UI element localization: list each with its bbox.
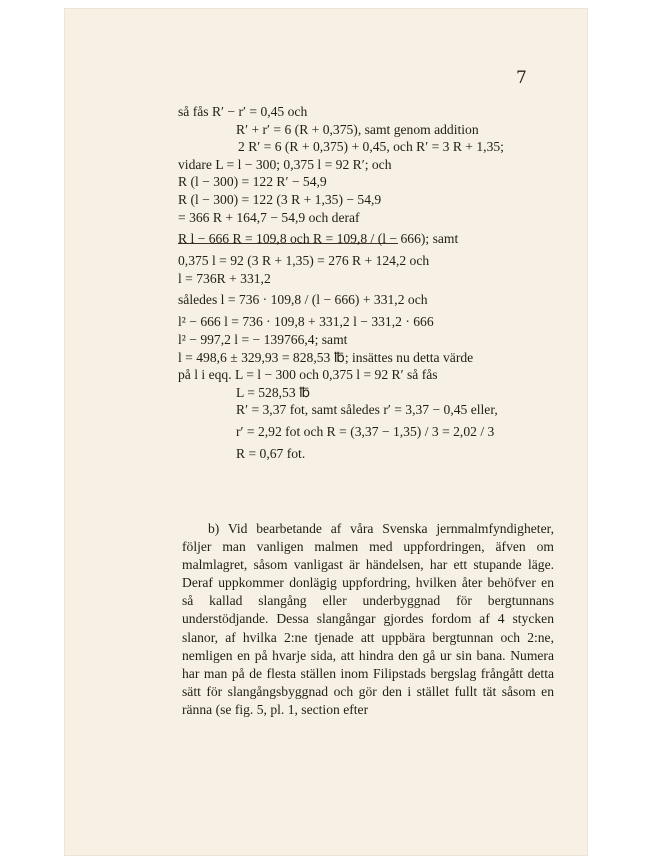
math-line: R′ + r′ = 6 (R + 0,375), samt genom addition [236, 121, 479, 137]
math-line: R (l − 300) = 122 (3 R + 1,35) − 54,9 [178, 191, 382, 207]
math-line: r′ = 2,92 fot och R = (3,37 − 1,35) / 3 = 2,02 / 3 [236, 423, 495, 439]
page-number: 7 [516, 68, 527, 88]
math-line: l = 498,6 ± 329,93 = 828,53 ℔; insättes nu detta värde [178, 349, 474, 365]
math-line: vidare L = l − 300; 0,375 l = 92 R′; och [178, 156, 392, 172]
math-line: = 366 R + 164,7 − 54,9 och deraf [178, 209, 360, 225]
math-line: R = 0,67 fot. [236, 445, 306, 461]
math-line: på l i eqq. L = l − 300 och 0,375 l = 92 R′ så fås [178, 367, 438, 383]
math-line: L = 528,53 ℔ [236, 384, 311, 400]
math-line: så fås R′ − r′ = 0,45 och [178, 104, 308, 119]
math-line: l² − 997,2 l = − 139766,4; samt [178, 331, 348, 347]
math-derivation [178, 103, 558, 463]
math-line: 2 R′ = 6 (R + 0,375) + 0,45, och R′ = 3 R + 1,35; [238, 139, 504, 155]
math-line: 0,375 l = 92 (3 R + 1,35) = 276 R + 124,2 och [178, 253, 430, 269]
math-line: R′ = 3,37 fot, samt således r′ = 3,37 − 0,45 eller, [236, 402, 498, 418]
paragraph-text: b) Vid bearbetande af våra Svenska jernmalmfyndigheter, följer man vanligen malmen med uppfordringen, äfven om malmlagret, såsom vanligast är händelsen, har ett stupande läge. Deraf uppkommer donlägig uppfordring, hvilken åter behöfver en så kallad slangång eller underbyggnad för bergtunnans understödjande. Dessa slangångar gjordes fordom af 4 stycken slanor, af hvilka 2:ne tjenade att uppbära bergtunnan och 2:ne, nemligen en på hvarje sida, att hindra den gå ur sin bana. Numera har man på de flesta ställen inom Filipstads bergslag frångått detta sätt för slangångsbyggnad och gör den i stället fullt tät såsom en ränna (se fig. 5, pl. 1, section efter [182, 521, 554, 717]
math-line: således l = 736 · 109,8 / (l − 666) + 331,2 och [178, 292, 428, 308]
math-line: l = 736R + 331,2 [178, 270, 271, 286]
math-line: R (l − 300) = 122 R′ − 54,9 [178, 174, 327, 190]
math-line: l² − 666 l = 736 · 109,8 + 331,2 l − 331,2 · 666 [178, 314, 434, 330]
book-page [64, 8, 588, 856]
body-paragraph [182, 520, 554, 719]
math-line: R l − 666 R = 109,8 och R = 109,8 / (l − 666); samt [178, 231, 459, 247]
